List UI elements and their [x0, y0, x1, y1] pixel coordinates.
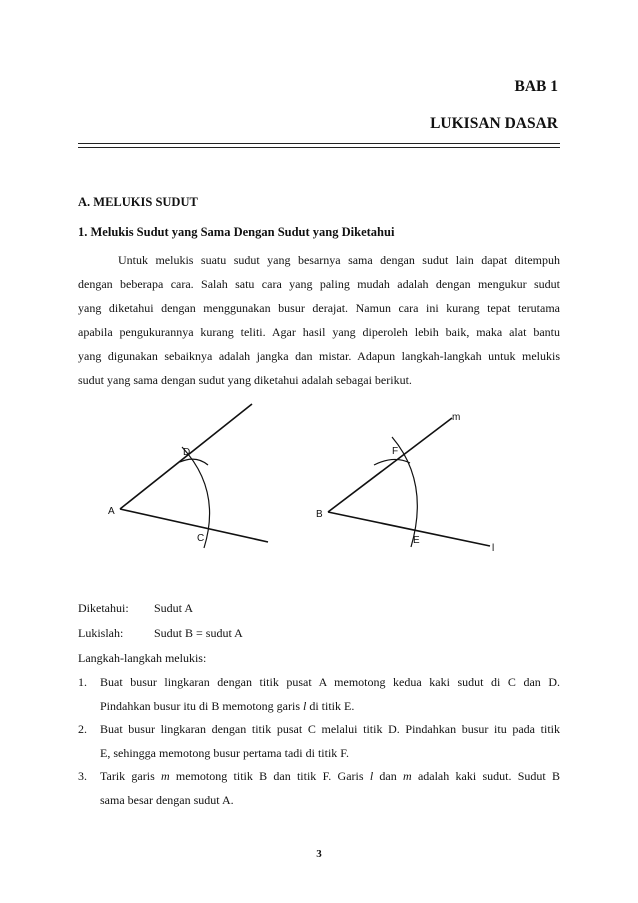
paragraph-line: apabila pengukurannya kurang teliti. Agar hasil yang diperoleh lebih baik, maka alat bantu	[78, 325, 560, 339]
paragraph-line: dengan beberapa cara. Salah satu cara yang paling mudah adalah dengan mengukur sudut	[78, 277, 560, 291]
line-m-symbol: m	[403, 769, 412, 783]
line-l-symbol: l	[369, 769, 374, 783]
label-f: F	[392, 446, 399, 457]
label-a: A	[108, 506, 115, 517]
step-text: Buat busur lingkaran dengan titik pusat A memotong kedua kaki sudut di C dan D.	[100, 675, 560, 689]
line-m-symbol: m	[161, 769, 170, 783]
paragraph-line: yang digunakan sebaiknya adalah jangka dan mistar. Adapun langkah-langkah untuk melukis	[78, 349, 560, 363]
given-label: Diketahui:	[78, 601, 129, 615]
paragraph-line: Untuk melukis suatu sudut yang besarnya sama dengan sudut lain dapat ditempuh	[118, 253, 560, 267]
page-number: 3	[316, 848, 322, 860]
label-m: m	[452, 412, 461, 423]
step-text: Buat busur lingkaran dengan titik pusat C melalui titik D. Pindahkan busur itu pada titik	[100, 722, 560, 736]
chapter-title: LUKISAN DASAR	[430, 115, 558, 132]
given-value: Sudut A	[154, 601, 194, 615]
step-text: Pindahkan busur itu di B memotong garis	[100, 698, 303, 713]
given-row	[78, 597, 193, 619]
step-text: E, sehingga memotong busur pertama tadi di titik F.	[100, 745, 349, 760]
construct-row	[78, 622, 243, 644]
ray-bm	[328, 418, 452, 512]
step-text: Tarik garis	[100, 769, 161, 783]
paragraph-line: sudut yang sama dengan sudut yang diketahui adalah sebagai berikut.	[78, 373, 412, 387]
label-d: D	[183, 447, 191, 458]
step-item	[78, 718, 560, 765]
label-e: E	[413, 535, 420, 546]
chapter-number: BAB 1	[514, 78, 558, 95]
line-l-symbol: l	[303, 698, 307, 713]
steps-title: Langkah-langkah melukis:	[78, 651, 207, 665]
step-number: 2.	[78, 722, 87, 736]
figure-left-angle-a	[120, 404, 268, 548]
steps-list	[78, 671, 560, 812]
paragraph-line: yang diketahui dengan menggunakan busur derajat. Namun cara ini kurang tepat terutama	[78, 301, 560, 315]
ray-ac	[120, 509, 268, 542]
figure-right-angle-b	[328, 418, 490, 547]
step-item	[78, 765, 560, 812]
step-text: memotong titik B dan titik F. Garis	[169, 769, 370, 783]
arc-cd	[182, 447, 210, 548]
section-heading: A. MELUKIS SUDUT	[78, 195, 198, 209]
step-text: di titik E.	[306, 698, 355, 713]
step-text: adalah kaki sudut. Sudut B	[411, 769, 560, 783]
step-number: 1.	[78, 675, 87, 689]
construct-label: Lukislah:	[78, 626, 124, 640]
step-text: sama besar dengan sudut A.	[100, 792, 234, 807]
ray-bl	[328, 512, 490, 546]
label-c: C	[197, 533, 205, 544]
construct-value: Sudut B = sudut A	[154, 626, 243, 640]
label-b: B	[316, 509, 323, 520]
step-number: 3.	[78, 769, 87, 783]
step-text: dan	[373, 769, 404, 783]
step-item	[78, 671, 560, 718]
subsection-heading: 1. Melukis Sudut yang Sama Dengan Sudut yang Diketahui	[78, 225, 395, 239]
label-l: l	[492, 543, 495, 554]
